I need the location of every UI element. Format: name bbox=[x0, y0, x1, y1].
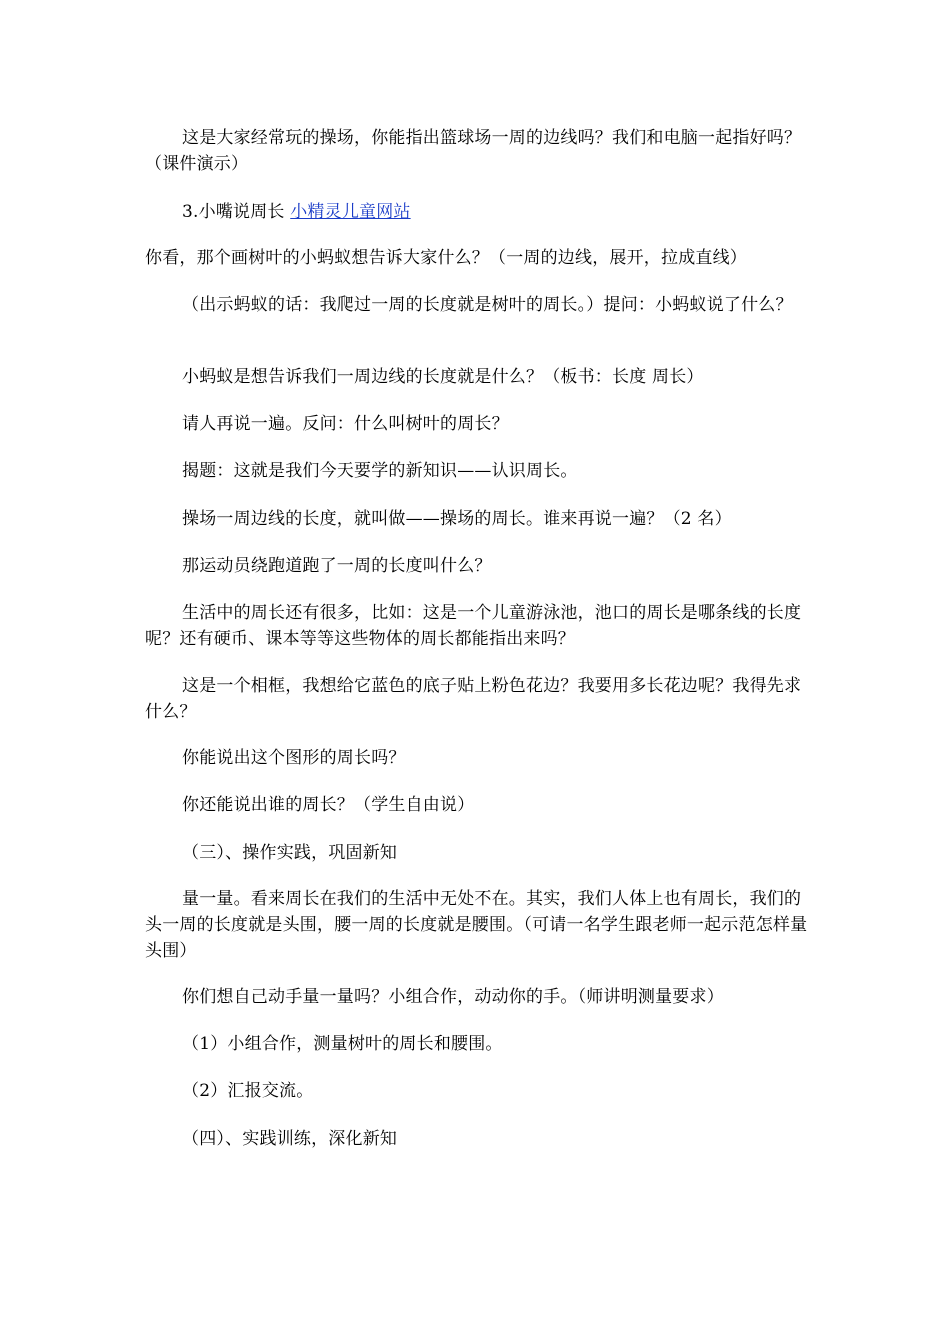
paragraph-playground-intro: 这是大家经常玩的操场，你能指出篮球场一周的边线吗？我们和电脑一起指好吗？（课件演示） bbox=[145, 128, 802, 174]
paragraph-shape: 你能说出这个图形的周长吗？ bbox=[182, 748, 406, 768]
paragraph-who: 你还能说出谁的周长？（学生自由说） bbox=[182, 795, 475, 815]
section-heading-training: （四）、实践训练，深化新知 bbox=[182, 1129, 398, 1149]
paragraph-topic: 揭题：这就是我们今天要学的新知识——认识周长。 bbox=[182, 461, 578, 481]
website-link[interactable]: 小精灵儿童网站 bbox=[290, 202, 411, 222]
paragraph-frame: 这是一个相框，我想给它蓝色的底子贴上粉色花边？我要用多长花边呢？我得先求什么？ bbox=[145, 676, 802, 722]
paragraph-ant-question: 你看，那个画树叶的小蚂蚁想告诉大家什么？（一周的边线，展开，拉成直线） bbox=[145, 248, 747, 268]
paragraph-measure: 量一量。看来周长在我们的生活中无处不在。其实，我们人体上也有周长，我们的头一周的长度就是头围，腰一周的长度就是腰围。（可请一名学生跟老师一起示范怎样量头围） bbox=[145, 889, 808, 961]
paragraph-group-work: 你们想自己动手量一量吗？小组合作，动动你的手。（师讲明测量要求） bbox=[182, 987, 724, 1007]
paragraph-section-heading bbox=[145, 199, 810, 225]
list-item-1: （1）小组合作，测量树叶的周长和腰围。 bbox=[182, 1034, 503, 1054]
paragraph-definition: 操场一周边线的长度，就叫做——操场的周长。谁来再说一遍？（2 名） bbox=[182, 509, 732, 529]
paragraph-life-examples: 生活中的周长还有很多，比如：这是一个儿童游泳池，池口的周长是哪条线的长度呢？还有硬币、课本等等这些物体的周长都能指出来吗？ bbox=[145, 603, 802, 649]
paragraph-athlete: 那运动员绕跑道跑了一周的长度叫什么？ bbox=[182, 556, 492, 576]
paragraph-repeat: 请人再说一遍。反问：什么叫树叶的周长？ bbox=[182, 414, 509, 434]
section-label: 3.小嘴说周长 bbox=[182, 202, 285, 222]
paragraph-ant-words: （出示蚂蚁的话：我爬过一周的长度就是树叶的周长。）提问：小蚂蚁说了什么？ bbox=[182, 295, 793, 315]
list-item-2: （2）汇报交流。 bbox=[182, 1081, 314, 1101]
section-heading-practice: （三）、操作实践，巩固新知 bbox=[182, 843, 398, 863]
paragraph-ant-meaning: 小蚂蚁是想告诉我们一周边线的长度就是什么？（板书：长度 周长） bbox=[182, 367, 704, 387]
